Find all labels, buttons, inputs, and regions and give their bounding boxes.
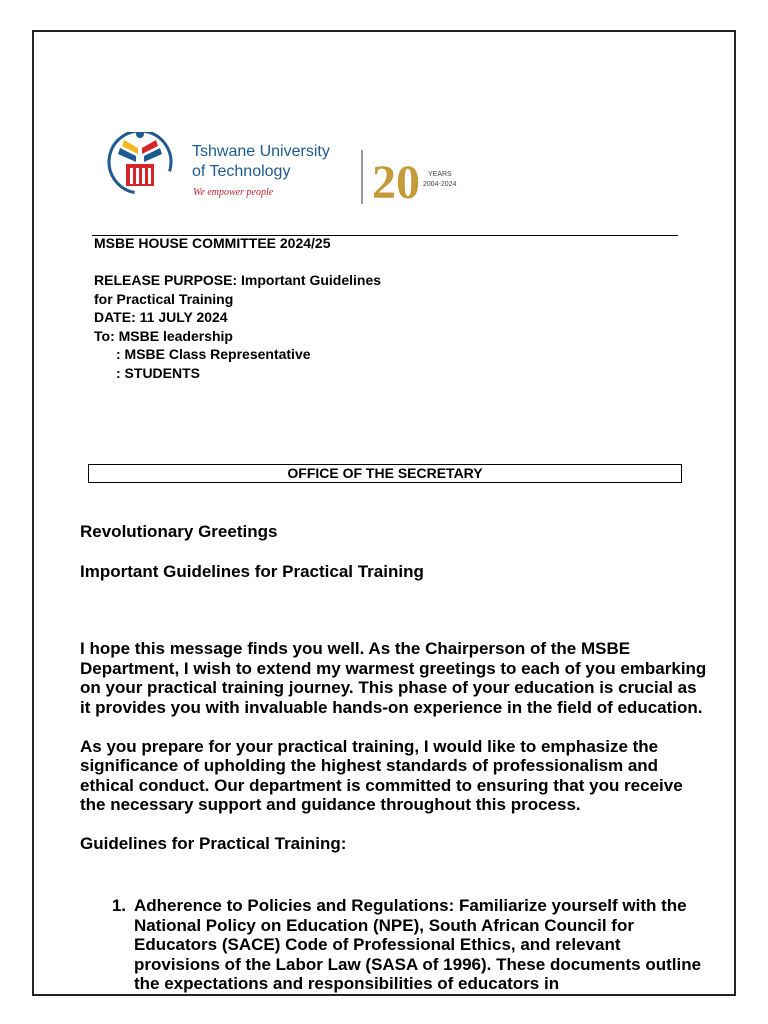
anniversary-number: 20: [372, 156, 420, 209]
paragraph-1: I hope this message finds you well. As the Chairperson of the MSBE Department, I wish to extend my warmest greetings to each of you embarking on your practical training journey. This phase of your education is crucial as it provides you with invaluable hands-on experience in the field of education.: [80, 639, 707, 717]
university-logo: [102, 132, 502, 212]
logo-university-line2: of Technology: [192, 163, 291, 180]
release-purpose-line1: RELEASE PURPOSE: Important Guidelines: [94, 272, 382, 288]
memo-recipient-3: : STUDENTS: [116, 364, 200, 381]
guidelines-heading: Guidelines for Practical Training:: [80, 834, 347, 853]
subject-line: Important Guidelines for Practical Training: [80, 561, 424, 581]
anniversary-range: 2004-2024: [423, 181, 457, 188]
list-item-text: Adherence to Policies and Regulations: Familiarize yourself with the National Policy on Education (NPE), South African Council for Educators (SACE) Code of Professional Ethics, and relevant provisions of the Labor Law (SASA of 1996). These documents outline the expectations and responsibilities of educators in: [134, 896, 702, 993]
greeting: Revolutionary Greetings: [80, 522, 278, 541]
document-page: [32, 30, 736, 996]
memo-to: To: MSBE leadership: [94, 327, 233, 344]
memo-date: DATE: 11 JULY 2024: [94, 309, 228, 325]
list-item: [80, 896, 710, 994]
memo-header: [94, 234, 381, 382]
anniversary-years: YEARS: [428, 171, 452, 178]
letter-body: [80, 522, 710, 854]
committee-title: MSBE HOUSE COMMITTEE 2024/25: [94, 235, 331, 251]
logo-university-line1: Tshwane University: [192, 143, 330, 160]
release-purpose-line2: for Practical Training: [94, 290, 234, 307]
list-item-number: 1.: [111, 896, 126, 915]
memo-recipient-2: : MSBE Class Representative: [116, 346, 311, 362]
tut-emblem-icon: [104, 132, 176, 198]
guidelines-list: [80, 896, 710, 994]
paragraph-2: As you prepare for your practical training, I would like to emphasize the significance of upholding the highest standards of professionalism and ethical conduct. Our department is committed to ensuring that you receive the necessary support and guidance throughout this process.: [80, 736, 683, 814]
logo-tagline: We empower people: [193, 187, 274, 198]
office-box: OFFICE OF THE SECRETARY: [88, 464, 682, 483]
